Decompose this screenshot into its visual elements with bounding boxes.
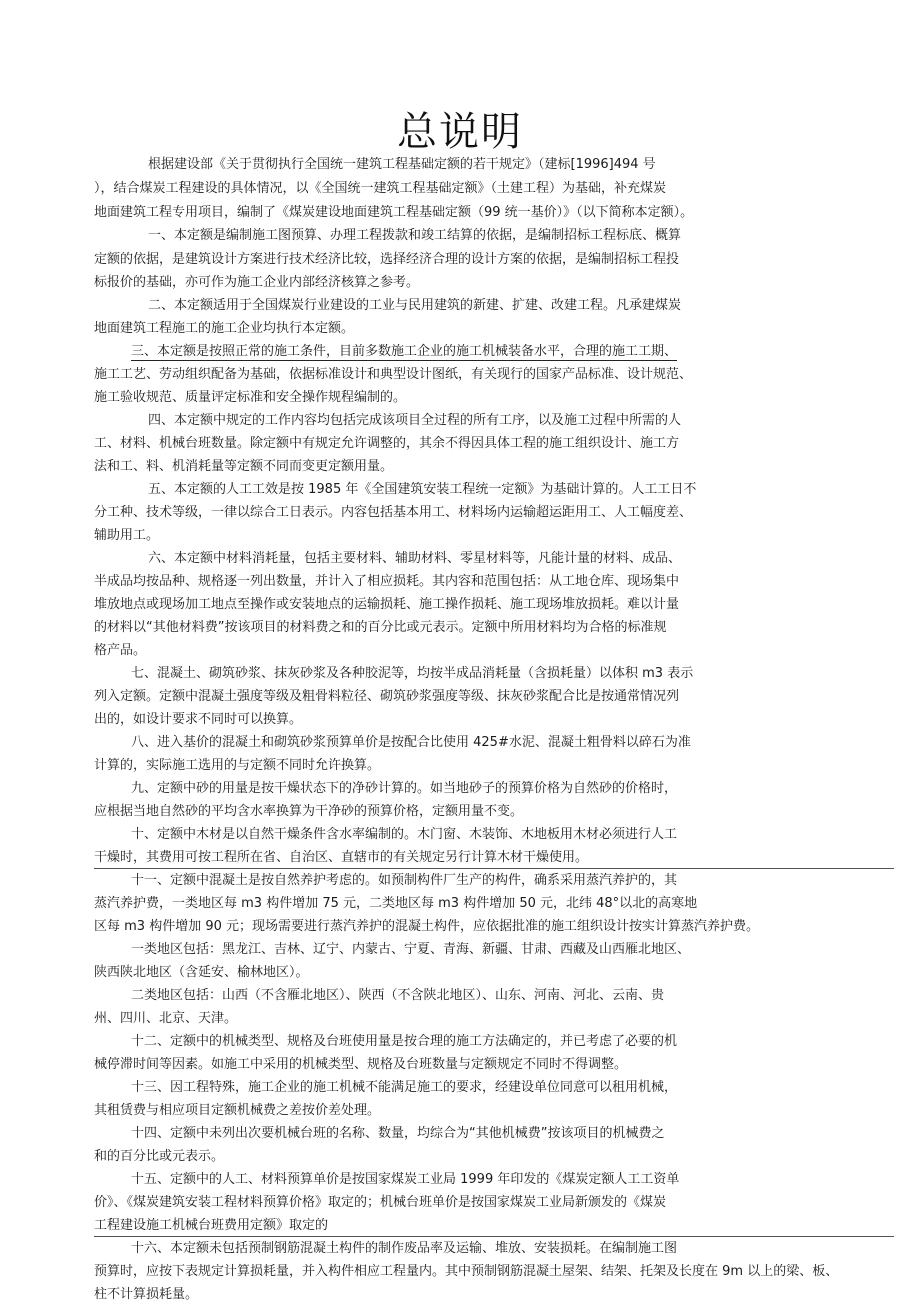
text-line: 地面建筑工程专用项目，编制了《煤炭建设地面建筑工程基础定额（99 统一基价）》（以下简称本定额）。 (94, 205, 694, 220)
text-line: ），结合煤炭工程建设的具体情况，以《全国统一建筑工程基础定额》（土建工程）为基础，补充煤炭 (94, 181, 667, 196)
divider-line (94, 1236, 894, 1237)
text-line: 的材料以“其他材料费”按该项目的材料费之和的百分比或元表示。定额中所用材料均为合格的标准规 (94, 620, 667, 635)
text-line: 干燥时，其费用可按工程所在省、自治区、直辖市的有关规定另行计算木材干燥使用。 (94, 850, 589, 865)
text-line: 列入定额。定额中混凝土强度等级及粗骨料粒径、砌筑砂浆强度等级、抹灰砂浆配合比是按通常情况列 (94, 689, 680, 704)
text-line: 六、本定额中材料消耗量，包括主要材料、辅助材料、零星材料等，凡能计量的材料、成品、 (148, 551, 682, 566)
text-line: 十四、定额中未列出次要机械台班的名称、数量，均综合为“其他机械费”按该项目的机械费之 (131, 1126, 665, 1141)
text-line: 三、本定额是按照正常的施工条件，目前多数施工企业的施工机械装备水平，合理的施工工期、 (131, 344, 678, 359)
text-line: 定额的依据，是建筑设计方案进行技术经济比较，选择经济合理的设计方案的依据，是编制招标工程投 (94, 252, 680, 267)
text-line: 工程建设施工机械台班费用定额》取定的 (94, 1218, 329, 1233)
text-line: 堆放地点或现场加工地点至操作或安装地点的运输损耗、施工操作损耗、施工现场堆放损耗。难以计量 (94, 597, 680, 612)
text-line: 蒸汽养护费，一类地区每 m3 构件增加 75 元，二类地区每 m3 构件增加 50 元，北纬 48°以北的高寒地 (94, 896, 698, 911)
text-line: 一类地区包括：黑龙江、吉林、辽宁、内蒙古、宁夏、青海、新疆、甘肃、西藏及山西雁北地区、 (131, 942, 691, 957)
text-line: 根据建设部《关于贯彻执行全国统一建筑工程基础定额的若干规定》（建标[1996]494 号 (148, 157, 656, 172)
divider-line (94, 868, 894, 869)
text-line: 出的，如设计要求不同时可以换算。 (94, 712, 303, 727)
text-line: 一、本定额是编制施工图预算、办理工程拨款和竣工结算的依据，是编制招标工程标底、概算 (148, 228, 682, 243)
text-line: 地面建筑工程施工的施工企业均执行本定额。 (94, 321, 355, 336)
text-line: 十二、定额中的机械类型、规格及台班使用量是按合理的施工方法确定的，并已考虑了必要的机 (131, 1034, 678, 1049)
text-line: 十六、本定额未包括预制钢筋混凝土构件的制作废品率及运输、堆放、安装损耗。在编制施工图 (131, 1241, 678, 1256)
text-line: 四、本定额中规定的工作内容均包括完成该项目全过程的所有工序，以及施工过程中所需的人 (148, 413, 682, 428)
text-line: 十一、定额中混凝土是按自然养护考虑的。如预制构件厂生产的构件，确系采用蒸汽养护的，其 (131, 873, 678, 888)
text-line: 分工种、技术等级，一律以综合工日表示。内容包括基本用工、材料场内运输超运距用工、人工幅度差、 (94, 505, 693, 520)
text-line: 应根据当地自然砂的平均含水率换算为干净砂的预算价格，定额用量不变。 (94, 804, 524, 819)
text-line: 九、定额中砂的用量是按干燥状态下的净砂计算的。如当地砂子的预算价格为自然砂的价格时， (131, 781, 678, 796)
text-line: 械停滞时间等因素。如施工中采用的机械类型、规格及台班数量与定额规定不同时不得调整。 (94, 1057, 628, 1072)
text-line: 价》、《煤炭建筑安装工程材料预算价格》取定的；机械台班单价是按国家煤炭工业局新颁发的《煤炭 (94, 1195, 667, 1210)
text-line: 陕西陕北地区（含延安、榆林地区）。 (94, 965, 309, 980)
text-line: 其租赁费与相应项目定额机械费之差按价差处理。 (94, 1103, 381, 1118)
text-line: 法和工、料、机消耗量等定额不同而变更定额用量。 (94, 459, 394, 474)
text-line: 区每 m3 构件增加 90 元；现场需要进行蒸汽养护的混凝土构件，应依据批准的施工组织设计按实计算蒸汽养护费。 (94, 919, 760, 934)
text-line: 工、材料、机械台班数量。除定额中有规定允许调整的，其余不得因具体工程的施工组织设计、施工方 (94, 436, 680, 451)
text-line: 柱不计算损耗量。 (94, 1287, 199, 1302)
text-line: 十、定额中木材是以自然干燥条件含水率编制的。木门窗、木装饰、木地板用木材必须进行人工 (131, 827, 678, 842)
text-line: 十五、定额中的人工、材料预算单价是按国家煤炭工业局 1999 年印发的《煤炭定额人工工资单 (131, 1172, 680, 1187)
text-line: 五、本定额的人工工效是按 1985 年《全国建筑安装工程统一定额》为基础计算的。人工工日不 (148, 482, 697, 497)
text-line: 二、本定额适用于全国煤炭行业建设的工业与民用建筑的新建、扩建、改建工程。凡承建煤炭 (148, 298, 682, 313)
page-title: 总说明 (397, 109, 523, 155)
text-line: 半成品均按品种、规格逐一列出数量，并计入了相应损耗。其内容和范围包括：从工地仓库、现场集中 (94, 574, 680, 589)
text-line: 计算的，实际施工选用的与定额不同时允许换算。 (94, 758, 381, 773)
text-line: 施工验收规范、质量评定标准和安全操作规程编制的。 (94, 390, 407, 405)
text-line: 施工工艺、劳动组织配备为基础，依据标准设计和典型设计图纸，有关现行的国家产品标准、设计规范、 (94, 367, 693, 382)
text-line: 七、混凝土、砌筑砂浆、抹灰砂浆及各种胶泥等，均按半成品消耗量（含损耗量）以体积 m3 表示 (131, 666, 694, 681)
text-line: 和的百分比或元表示。 (94, 1149, 225, 1164)
text-line: 八、进入基价的混凝土和砌筑砂浆预算单价是按配合比使用 425#水泥、混凝土粗骨料以碎石为准 (131, 735, 691, 750)
text-line: 辅助用工。 (94, 528, 160, 543)
text-line: 二类地区包括：山西（不含雁北地区）、陕西（不含陕北地区）、山东、河南、河北、云南、贵 (131, 988, 665, 1003)
text-line: 州、四川、北京、天津。 (94, 1011, 238, 1026)
text-line: 预算时，应按下表规定计算损耗量，并入构件相应工程量内。其中预制钢筋混凝土屋架、结架、托架及长度在 9m 以上的梁、板、 (94, 1264, 839, 1279)
text-line: 十三、因工程特殊，施工企业的施工机械不能满足施工的要求，经建设单位同意可以租用机械， (131, 1080, 678, 1095)
text-line: 格产品。 (94, 643, 147, 658)
text-line: 标报价的基础，亦可作为施工企业内部经济核算之参考。 (94, 275, 420, 290)
